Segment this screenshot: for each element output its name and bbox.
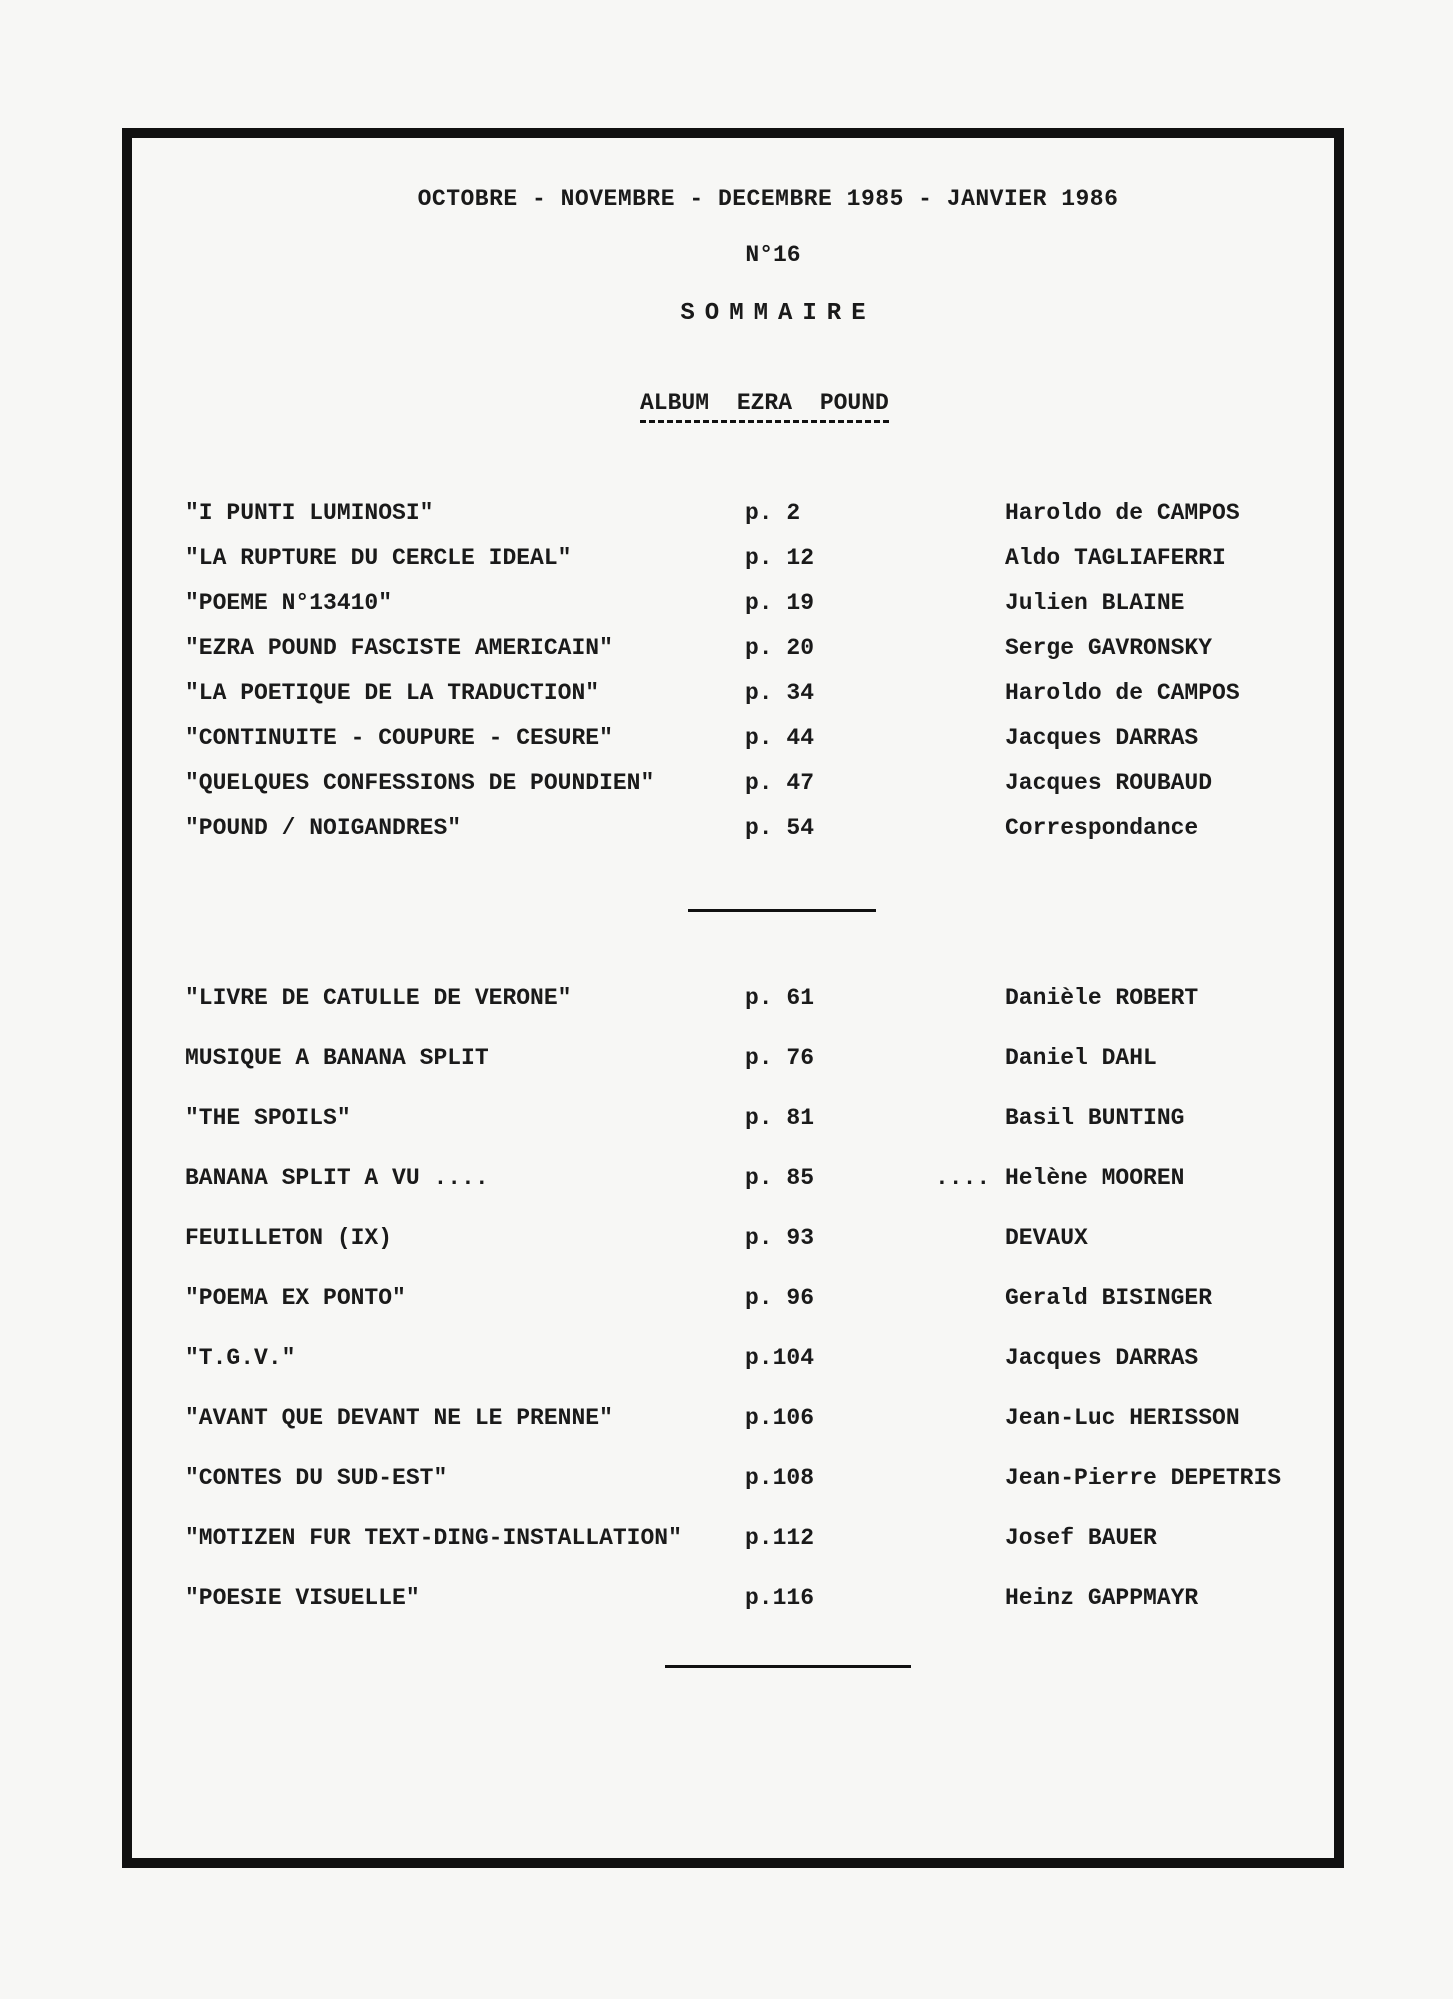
toc-entry xyxy=(0,1525,1453,1559)
toc-entry-author: Jacques DARRAS xyxy=(1005,725,1199,751)
toc-entry-author: Jean-Luc HERISSON xyxy=(1005,1405,1240,1431)
toc-entry-title: "AVANT QUE DEVANT NE LE PRENNE" xyxy=(185,1405,613,1431)
toc-entry-page: p. 85 xyxy=(745,1165,815,1191)
toc-entry-author: Gerald BISINGER xyxy=(1005,1285,1213,1311)
toc-entry xyxy=(0,725,1453,759)
toc-entry-title: MUSIQUE A BANANA SPLIT xyxy=(185,1045,489,1071)
toc-entry-page: p. 34 xyxy=(745,680,815,706)
toc-entry-title: BANANA SPLIT A VU .... xyxy=(185,1165,489,1191)
section-divider xyxy=(688,909,876,912)
toc-entry xyxy=(0,635,1453,669)
toc-entry-author: Haroldo de CAMPOS xyxy=(1005,500,1240,526)
toc-entry-page: p. 20 xyxy=(745,635,815,661)
toc-entry xyxy=(0,500,1453,534)
album-heading: ALBUM EZRA POUND xyxy=(640,390,889,423)
toc-entry-page: p.116 xyxy=(745,1585,815,1611)
toc-entry-author: Helène MOOREN xyxy=(1005,1165,1185,1191)
toc-entry-page: p. 81 xyxy=(745,1105,815,1131)
toc-entry xyxy=(0,1285,1453,1319)
toc-entry-title: "POEMA EX PONTO" xyxy=(185,1285,406,1311)
toc-entry xyxy=(0,1405,1453,1439)
toc-entry xyxy=(0,815,1453,849)
toc-entry-title: "CONTINUITE - COUPURE - CESURE" xyxy=(185,725,613,751)
toc-entry-page: p.106 xyxy=(745,1405,815,1431)
toc-entry-title: "EZRA POUND FASCISTE AMERICAIN" xyxy=(185,635,613,661)
toc-entry xyxy=(0,590,1453,624)
toc-entry-page: p. 76 xyxy=(745,1045,815,1071)
section-divider xyxy=(665,1665,911,1668)
issue-number: N°16 xyxy=(745,242,801,268)
toc-entry-title: "POEME N°13410" xyxy=(185,590,393,616)
toc-entry-page: p. 47 xyxy=(745,770,815,796)
toc-entry xyxy=(0,545,1453,579)
toc-entry-title: "POESIE VISUELLE" xyxy=(185,1585,420,1611)
toc-entry-page: p. 93 xyxy=(745,1225,815,1251)
sommaire-heading: SOMMAIRE xyxy=(680,300,876,327)
toc-entry-title: "LA POETIQUE DE LA TRADUCTION" xyxy=(185,680,600,706)
toc-entry xyxy=(0,770,1453,804)
toc-entry-author: Danièle ROBERT xyxy=(1005,985,1199,1011)
toc-entry-page: p. 12 xyxy=(745,545,815,571)
toc-entry-author: Haroldo de CAMPOS xyxy=(1005,680,1240,706)
toc-entry-author: Basil BUNTING xyxy=(1005,1105,1185,1131)
toc-entry-title: "CONTES DU SUD-EST" xyxy=(185,1465,448,1491)
issue-dates: OCTOBRE - NOVEMBRE - DECEMBRE 1985 - JANVIER 1986 xyxy=(417,186,1119,212)
toc-entry-author: Julien BLAINE xyxy=(1005,590,1185,616)
toc-entry-title: "LIVRE DE CATULLE DE VERONE" xyxy=(185,985,572,1011)
toc-entry xyxy=(0,1465,1453,1499)
toc-entry-title: "T.G.V." xyxy=(185,1345,296,1371)
toc-entry-author: Jacques DARRAS xyxy=(1005,1345,1199,1371)
toc-entry-author: Daniel DAHL xyxy=(1005,1045,1157,1071)
toc-entry-page: p.108 xyxy=(745,1465,815,1491)
toc-entry-leader-dots: .... xyxy=(935,1165,991,1191)
toc-entry-title: "QUELQUES CONFESSIONS DE POUNDIEN" xyxy=(185,770,655,796)
toc-entry-page: p. 96 xyxy=(745,1285,815,1311)
toc-entry-page: p. 54 xyxy=(745,815,815,841)
toc-entry-page: p. 2 xyxy=(745,500,801,526)
toc-entry-author: Jacques ROUBAUD xyxy=(1005,770,1213,796)
toc-entry-page: p. 44 xyxy=(745,725,815,751)
toc-entry-page: p.112 xyxy=(745,1525,815,1551)
toc-entry-page: p. 61 xyxy=(745,985,815,1011)
toc-entry-title: "LA RUPTURE DU CERCLE IDEAL" xyxy=(185,545,572,571)
toc-entry-title: FEUILLETON (IX) xyxy=(185,1225,393,1251)
toc-entry xyxy=(0,1105,1453,1139)
toc-entry xyxy=(0,1165,1453,1199)
toc-entry-author: Heinz GAPPMAYR xyxy=(1005,1585,1199,1611)
toc-entry xyxy=(0,680,1453,714)
toc-entry xyxy=(0,1225,1453,1259)
toc-entry xyxy=(0,1345,1453,1379)
toc-entry-author: Correspondance xyxy=(1005,815,1199,841)
toc-entry-title: "POUND / NOIGANDRES" xyxy=(185,815,462,841)
toc-entry-title: "THE SPOILS" xyxy=(185,1105,351,1131)
toc-entry-page: p. 19 xyxy=(745,590,815,616)
toc-entry-author: Aldo TAGLIAFERRI xyxy=(1005,545,1226,571)
toc-entry-title: "I PUNTI LUMINOSI" xyxy=(185,500,434,526)
toc-entry-author: Serge GAVRONSKY xyxy=(1005,635,1213,661)
toc-entry-author: Josef BAUER xyxy=(1005,1525,1157,1551)
toc-entry xyxy=(0,985,1453,1019)
toc-entry xyxy=(0,1045,1453,1079)
toc-entry xyxy=(0,1585,1453,1619)
toc-entry-author: Jean-Pierre DEPETRIS xyxy=(1005,1465,1282,1491)
toc-entry-author: DEVAUX xyxy=(1005,1225,1088,1251)
toc-entry-title: "MOTIZEN FUR TEXT-DING-INSTALLATION" xyxy=(185,1525,682,1551)
toc-entry-page: p.104 xyxy=(745,1345,815,1371)
